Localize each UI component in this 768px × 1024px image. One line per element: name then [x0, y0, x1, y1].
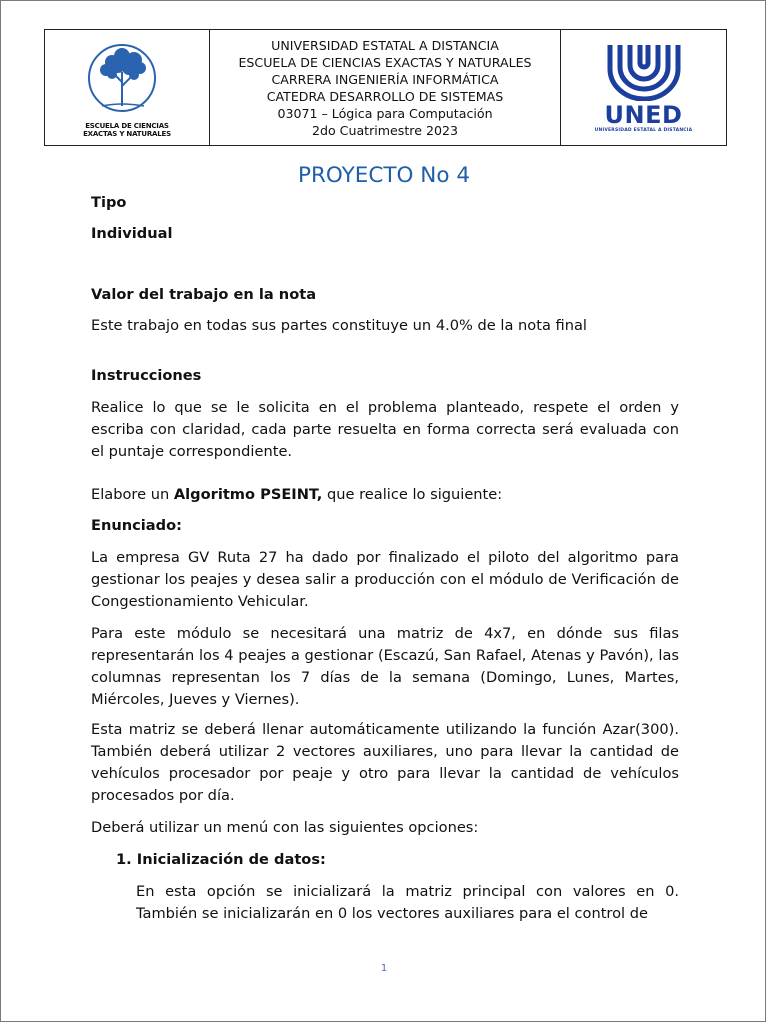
elabore-line [91, 484, 679, 506]
enunciado-para-4: Deberá utilizar un menú con las siguientes opciones: [91, 819, 479, 836]
uned-logo-word: UNED [604, 100, 683, 129]
page-number: 1 [380, 963, 388, 974]
enunciado-para-3: Esta matriz se deberá llenar automáticamente utilizando la función Azar(300). También deberá utilizar 2 vectores auxiliares, uno para llevar la cantidad de vehículos procesador por peaje y otro para llevar la cantidad de vehículos procesados por día. [91, 721, 679, 804]
list-item-1-heading: 1. Inicialización de datos: [116, 851, 326, 868]
valor-text: Este trabajo en todas sus partes constituye un 4.0% de la nota final [91, 317, 587, 334]
tipo-value: Individual [91, 225, 173, 242]
enunciado-para-1: La empresa GV Ruta 27 ha dado por finalizado el piloto del algoritmo para gestionar los peajes y desea salir a producción con el módulo de Verificación de Congestionamiento Vehicular. [91, 549, 679, 610]
uned-logo-subtitle: UNIVERSIDAD ESTATAL A DISTANCIA [594, 127, 693, 133]
enunciado-para-2: Para este módulo se necesitará una matriz de 4x7, en dónde sus filas representarán los 4 peajes a gestionar (Escazú, San Rafael, Atenas y Pavón), las columnas representan los 7 días de la semana (Domingo, Lunes, Martes, Miércoles, Jueves y Viernes). [91, 625, 679, 708]
elabore-post: que realice lo siguiente: [322, 486, 503, 503]
document-title: PROYECTO No 4 [297, 163, 471, 188]
elabore-pre: Elabore un [91, 486, 174, 503]
uned-logo-icon [604, 43, 684, 101]
header-right-cell [561, 30, 726, 145]
header-line-career: CARRERA INGENIERÍA INFORMÁTICA [271, 71, 499, 87]
escuela-logo-caption: ESCUELA DE CIENCIAS EXACTAS Y NATURALES [83, 121, 171, 138]
tipo-heading: Tipo [91, 194, 127, 211]
header-line-course: 03071 – Lógica para Computación [277, 105, 493, 121]
header-line-term: 2do Cuatrimestre 2023 [311, 122, 459, 138]
header-institution-text [210, 30, 561, 145]
valor-heading: Valor del trabajo en la nota [91, 286, 317, 303]
list-item-1-text: En esta opción se inicializará la matriz principal con valores en 0. También se inicializarán en 0 los vectores auxiliares para el control de [136, 883, 679, 922]
header-table [44, 29, 727, 146]
instrucciones-text: Realice lo que se le solicita en el problema planteado, respete el orden y escriba con claridad, cada parte resuelta en forma correcta será evaluada con el puntaje correspondiente. [91, 399, 679, 460]
elabore-bold: Algoritmo PSEINT, [173, 486, 323, 503]
escuela-logo-icon [82, 38, 172, 120]
header-left-cell [45, 30, 210, 145]
header-line-school: ESCUELA DE CIENCIAS EXACTAS Y NATURALES [238, 54, 532, 70]
header-line-university: UNIVERSIDAD ESTATAL A DISTANCIA [271, 37, 499, 53]
enunciado-heading: Enunciado: [91, 517, 182, 534]
instrucciones-heading: Instrucciones [91, 367, 202, 384]
header-line-chair: CATEDRA DESARROLLO DE SISTEMAS [266, 88, 504, 104]
